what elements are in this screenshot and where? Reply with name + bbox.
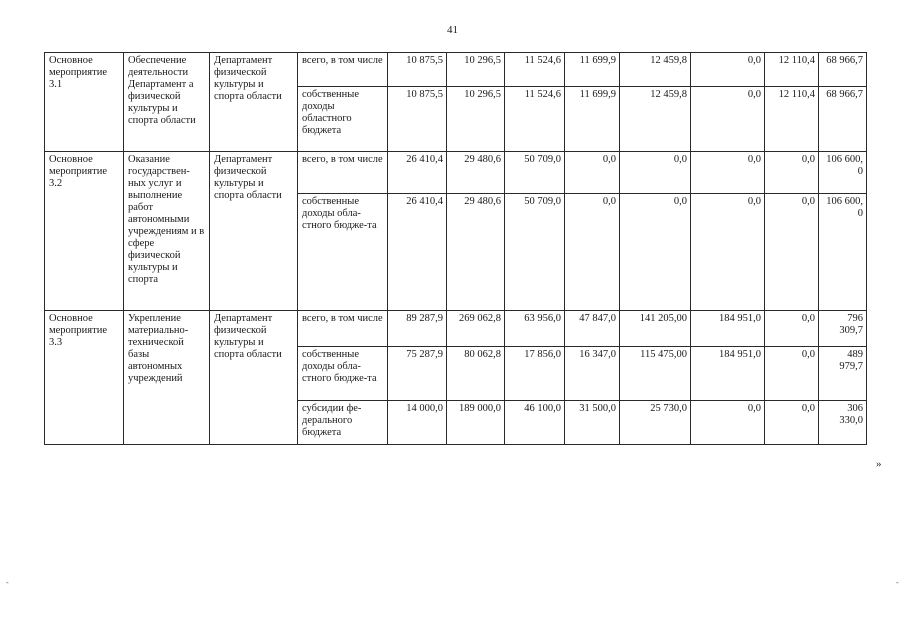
value-cell: 29 480,6	[447, 194, 505, 311]
value-cell: 16 347,0	[565, 347, 620, 401]
executor-cell: Департамент физической культуры и спорта области	[210, 311, 298, 445]
value-cell: 11 699,9	[565, 87, 620, 152]
value-cell: 115 475,00	[620, 347, 691, 401]
value-cell: 12 110,4	[765, 87, 819, 152]
total-cell: 489 979,7	[819, 347, 867, 401]
value-cell: 25 730,0	[620, 401, 691, 445]
value-cell: 46 100,0	[505, 401, 565, 445]
value-cell: 189 000,0	[447, 401, 505, 445]
value-cell: 14 000,0	[388, 401, 447, 445]
value-cell: 80 062,8	[447, 347, 505, 401]
value-cell: 0,0	[565, 194, 620, 311]
value-cell: 47 847,0	[565, 311, 620, 347]
value-cell: 0,0	[620, 194, 691, 311]
measure-cell: Основное мероприятие 3.1	[45, 53, 124, 152]
value-cell: 184 951,0	[691, 311, 765, 347]
value-cell: 29 480,6	[447, 152, 505, 194]
value-cell: 0,0	[691, 152, 765, 194]
value-cell: 12 459,8	[620, 87, 691, 152]
value-cell: 0,0	[765, 347, 819, 401]
closing-quote-mark: »	[876, 458, 882, 470]
value-cell: 63 956,0	[505, 311, 565, 347]
value-cell: 89 287,9	[388, 311, 447, 347]
funding-source-cell: субсидии фе-дерального бюджета	[298, 401, 388, 445]
table-row	[45, 311, 867, 347]
funding-source-cell: всего, в том числе	[298, 53, 388, 87]
funding-source-cell: собственные доходы обла-стного бюдже-та	[298, 194, 388, 311]
value-cell: 10 296,5	[447, 53, 505, 87]
budget-table	[44, 52, 867, 445]
executor-cell: Департамент физической культуры и спорта области	[210, 152, 298, 311]
total-cell: 68 966,7	[819, 87, 867, 152]
total-cell: 68 966,7	[819, 53, 867, 87]
value-cell: 11 524,6	[505, 87, 565, 152]
value-cell: 31 500,0	[565, 401, 620, 445]
scan-mark-right: -	[896, 578, 899, 587]
value-cell: 0,0	[765, 311, 819, 347]
funding-source-cell: всего, в том числе	[298, 152, 388, 194]
value-cell: 0,0	[691, 87, 765, 152]
value-cell: 11 524,6	[505, 53, 565, 87]
funding-source-cell: собственные доходы обла-стного бюдже-та	[298, 347, 388, 401]
value-cell: 50 709,0	[505, 152, 565, 194]
value-cell: 0,0	[691, 401, 765, 445]
page-number: 41	[447, 24, 458, 36]
value-cell: 0,0	[620, 152, 691, 194]
executor-cell: Департамент физической культуры и спорта области	[210, 53, 298, 152]
value-cell: 12 459,8	[620, 53, 691, 87]
value-cell: 141 205,00	[620, 311, 691, 347]
value-cell: 10 875,5	[388, 87, 447, 152]
funding-source-cell: собственные доходы областного бюджета	[298, 87, 388, 152]
value-cell: 26 410,4	[388, 152, 447, 194]
total-cell: 306 330,0	[819, 401, 867, 445]
value-cell: 12 110,4	[765, 53, 819, 87]
value-cell: 0,0	[765, 194, 819, 311]
total-cell: 106 600, 0	[819, 194, 867, 311]
funding-source-cell: всего, в том числе	[298, 311, 388, 347]
value-cell: 0,0	[765, 401, 819, 445]
value-cell: 50 709,0	[505, 194, 565, 311]
value-cell: 26 410,4	[388, 194, 447, 311]
value-cell: 0,0	[691, 194, 765, 311]
scan-mark-left: -	[6, 578, 9, 587]
table-row	[45, 53, 867, 87]
total-cell: 106 600, 0	[819, 152, 867, 194]
measure-name-cell: Укрепление материально-технической базы автономных учреждений	[124, 311, 210, 445]
value-cell: 75 287,9	[388, 347, 447, 401]
measure-name-cell: Обеспечение деятельности Департамент а физической культуры и спорта области	[124, 53, 210, 152]
value-cell: 184 951,0	[691, 347, 765, 401]
value-cell: 0,0	[765, 152, 819, 194]
value-cell: 10 875,5	[388, 53, 447, 87]
measure-cell: Основное мероприятие 3.2	[45, 152, 124, 311]
measure-cell: Основное мероприятие 3.3	[45, 311, 124, 445]
measure-name-cell: Оказание государствен-ных услуг и выполнение работ автономными учреждениям и в сфере физической культуры и спорта	[124, 152, 210, 311]
table-row	[45, 152, 867, 194]
value-cell: 17 856,0	[505, 347, 565, 401]
value-cell: 11 699,9	[565, 53, 620, 87]
value-cell: 10 296,5	[447, 87, 505, 152]
value-cell: 269 062,8	[447, 311, 505, 347]
value-cell: 0,0	[691, 53, 765, 87]
total-cell: 796 309,7	[819, 311, 867, 347]
value-cell: 0,0	[565, 152, 620, 194]
